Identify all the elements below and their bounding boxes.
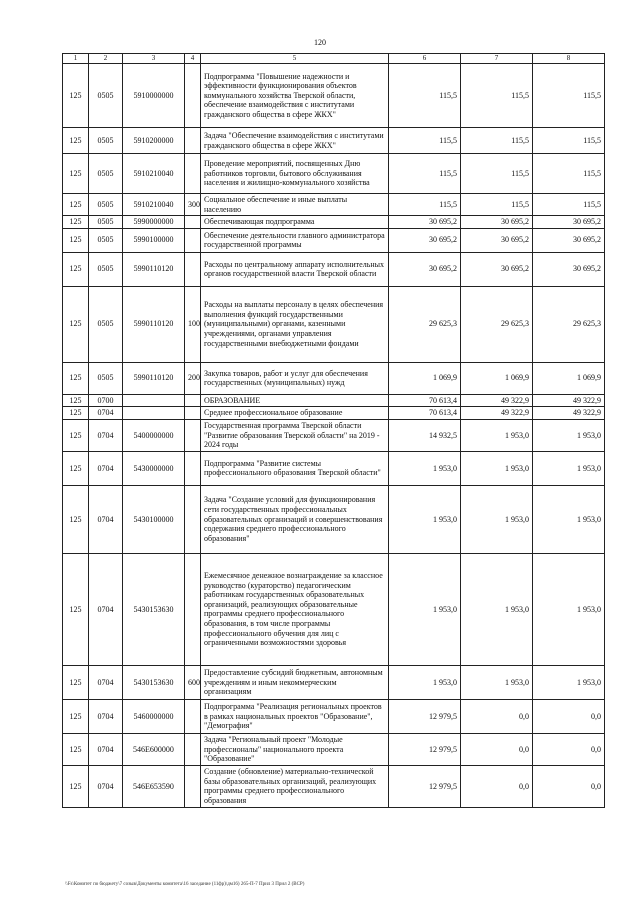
cell-ministry-code: 125 <box>63 485 89 553</box>
table-row <box>63 228 605 252</box>
cell-section-code: 0700 <box>89 394 123 407</box>
cell-amount-col8: 1 953,0 <box>533 485 605 553</box>
header-cell: 4 <box>185 54 201 64</box>
cell-amount-col6: 115,5 <box>389 64 461 128</box>
cell-description: Задача "Создание условий для функционирования сети государственных профессиональных образовательных организаций и совершенствования содержания среднего профессионального образования" <box>201 485 389 553</box>
cell-ministry-code: 125 <box>63 64 89 128</box>
header-cell: 8 <box>533 54 605 64</box>
table-row <box>63 128 605 154</box>
cell-target-article <box>123 394 185 407</box>
cell-amount-col6: 30 695,2 <box>389 216 461 229</box>
cell-expense-type <box>185 252 201 286</box>
cell-amount-col7: 115,5 <box>461 154 533 194</box>
table-row <box>63 286 605 362</box>
cell-amount-col8: 30 695,2 <box>533 228 605 252</box>
cell-expense-type <box>185 407 201 420</box>
cell-amount-col7: 1 953,0 <box>461 553 533 665</box>
cell-target-article: 5910210040 <box>123 194 185 216</box>
cell-target-article: 5990110120 <box>123 286 185 362</box>
cell-amount-col8: 49 322,9 <box>533 407 605 420</box>
cell-ministry-code: 125 <box>63 194 89 216</box>
table-row <box>63 64 605 128</box>
cell-expense-type: 300 <box>185 194 201 216</box>
cell-amount-col6: 115,5 <box>389 154 461 194</box>
cell-amount-col6: 12 979,5 <box>389 733 461 765</box>
cell-amount-col8: 49 322,9 <box>533 394 605 407</box>
cell-amount-col7: 115,5 <box>461 128 533 154</box>
cell-amount-col7: 30 695,2 <box>461 216 533 229</box>
cell-expense-type <box>185 553 201 665</box>
cell-amount-col8: 0,0 <box>533 699 605 733</box>
cell-target-article: 5430000000 <box>123 451 185 485</box>
cell-target-article: 5990000000 <box>123 216 185 229</box>
cell-amount-col6: 30 695,2 <box>389 252 461 286</box>
cell-amount-col6: 29 625,3 <box>389 286 461 362</box>
cell-amount-col7: 0,0 <box>461 765 533 807</box>
cell-section-code: 0704 <box>89 407 123 420</box>
cell-ministry-code: 125 <box>63 699 89 733</box>
table-row <box>63 407 605 420</box>
cell-expense-type <box>185 733 201 765</box>
cell-amount-col7: 1 953,0 <box>461 451 533 485</box>
cell-expense-type <box>185 128 201 154</box>
cell-amount-col7: 1 953,0 <box>461 665 533 699</box>
table-row <box>63 252 605 286</box>
cell-section-code: 0505 <box>89 216 123 229</box>
cell-expense-type: 600 <box>185 665 201 699</box>
cell-amount-col8: 0,0 <box>533 765 605 807</box>
header-cell: 6 <box>389 54 461 64</box>
table-row <box>63 419 605 451</box>
table-row <box>63 553 605 665</box>
cell-amount-col8: 115,5 <box>533 64 605 128</box>
header-cell: 3 <box>123 54 185 64</box>
cell-description: Социальное обеспечение и иные выплаты населению <box>201 194 389 216</box>
cell-target-article: 5400000000 <box>123 419 185 451</box>
cell-amount-col8: 1 953,0 <box>533 553 605 665</box>
cell-target-article: 5990110120 <box>123 252 185 286</box>
cell-amount-col7: 30 695,2 <box>461 252 533 286</box>
cell-ministry-code: 125 <box>63 733 89 765</box>
cell-target-article: 5460000000 <box>123 699 185 733</box>
cell-description: Расходы по центральному аппарату исполнительных органов государственной власти Тверской области <box>201 252 389 286</box>
cell-ministry-code: 125 <box>63 394 89 407</box>
cell-ministry-code: 125 <box>63 252 89 286</box>
cell-description: Обеспечение деятельности главного администратора государственной программы <box>201 228 389 252</box>
table-row <box>63 216 605 229</box>
cell-amount-col8: 1 069,9 <box>533 362 605 394</box>
cell-ministry-code: 125 <box>63 407 89 420</box>
cell-description: Подпрограмма "Повышение надежности и эффективности функционирования объектов коммунального хозяйства Тверской области, обеспечение взаимодействия с институтами гражданского общества в сфере ЖКХ" <box>201 64 389 128</box>
cell-ministry-code: 125 <box>63 553 89 665</box>
cell-section-code: 0505 <box>89 228 123 252</box>
cell-ministry-code: 125 <box>63 451 89 485</box>
cell-amount-col7: 0,0 <box>461 699 533 733</box>
header-cell: 5 <box>201 54 389 64</box>
cell-expense-type <box>185 64 201 128</box>
budget-table <box>62 53 605 808</box>
table-row <box>63 154 605 194</box>
cell-amount-col6: 12 979,5 <box>389 765 461 807</box>
cell-amount-col6: 1 953,0 <box>389 485 461 553</box>
cell-amount-col6: 14 932,5 <box>389 419 461 451</box>
header-cell: 7 <box>461 54 533 64</box>
cell-amount-col6: 70 613,4 <box>389 394 461 407</box>
cell-ministry-code: 125 <box>63 286 89 362</box>
cell-amount-col7: 29 625,3 <box>461 286 533 362</box>
cell-section-code: 0704 <box>89 451 123 485</box>
cell-target-article: 5910210040 <box>123 154 185 194</box>
cell-target-article: 5430153630 <box>123 553 185 665</box>
cell-amount-col6: 1 953,0 <box>389 451 461 485</box>
cell-amount-col7: 115,5 <box>461 64 533 128</box>
cell-section-code: 0505 <box>89 362 123 394</box>
cell-expense-type <box>185 699 201 733</box>
cell-amount-col6: 115,5 <box>389 128 461 154</box>
cell-amount-col7: 30 695,2 <box>461 228 533 252</box>
cell-description: Закупка товаров, работ и услуг для обеспечения государственных (муниципальных) нужд <box>201 362 389 394</box>
header-cell: 2 <box>89 54 123 64</box>
cell-target-article: 546E653590 <box>123 765 185 807</box>
cell-section-code: 0505 <box>89 194 123 216</box>
cell-amount-col7: 49 322,9 <box>461 407 533 420</box>
cell-target-article: 5990100000 <box>123 228 185 252</box>
cell-target-article: 5430153630 <box>123 665 185 699</box>
cell-expense-type <box>185 485 201 553</box>
cell-description: Проведение мероприятий, посвященных Дню работников торговли, бытового обслуживания населения и жилищно-коммунального хозяйства <box>201 154 389 194</box>
cell-description: Государственная программа Тверской области "Развитие образования Тверской области" на 2019 - 2024 годы <box>201 419 389 451</box>
cell-amount-col8: 1 953,0 <box>533 451 605 485</box>
table-row <box>63 394 605 407</box>
cell-amount-col8: 30 695,2 <box>533 252 605 286</box>
cell-description: Задача "Обеспечение взаимодействия с институтами гражданского общества в сфере ЖКХ" <box>201 128 389 154</box>
cell-expense-type <box>185 216 201 229</box>
cell-target-article: 5430100000 <box>123 485 185 553</box>
cell-amount-col6: 70 613,4 <box>389 407 461 420</box>
cell-amount-col8: 1 953,0 <box>533 665 605 699</box>
cell-description: Создание (обновление) материально-технической базы образовательных организаций, реализующих программы среднего профессионального образования <box>201 765 389 807</box>
page-number: 120 <box>314 38 326 47</box>
cell-amount-col7: 49 322,9 <box>461 394 533 407</box>
cell-section-code: 0704 <box>89 665 123 699</box>
cell-expense-type <box>185 154 201 194</box>
cell-amount-col6: 1 069,9 <box>389 362 461 394</box>
cell-description: Задача "Региональный проект "Молодые профессионалы" национального проекта "Образование" <box>201 733 389 765</box>
cell-amount-col7: 1 953,0 <box>461 419 533 451</box>
cell-expense-type <box>185 394 201 407</box>
cell-ministry-code: 125 <box>63 362 89 394</box>
cell-target-article: 546E600000 <box>123 733 185 765</box>
cell-description: Подпрограмма "Реализация региональных проектов в рамках национальных проектов "Образование", "Демография" <box>201 699 389 733</box>
cell-expense-type <box>185 419 201 451</box>
table-header-row <box>63 54 605 64</box>
cell-amount-col8: 1 953,0 <box>533 419 605 451</box>
cell-target-article: 5910200000 <box>123 128 185 154</box>
cell-ministry-code: 125 <box>63 154 89 194</box>
cell-target-article: 5990110120 <box>123 362 185 394</box>
cell-section-code: 0505 <box>89 154 123 194</box>
cell-section-code: 0704 <box>89 699 123 733</box>
table-row <box>63 699 605 733</box>
cell-target-article: 5910000000 <box>123 64 185 128</box>
cell-section-code: 0704 <box>89 553 123 665</box>
cell-description: Среднее профессиональное образование <box>201 407 389 420</box>
table-row <box>63 451 605 485</box>
cell-section-code: 0704 <box>89 765 123 807</box>
footer-file-path: \\Fs\Комитет по бюджету\7 созыв\Документы комитета\16 заседание (11фр)\дм16) 265-П-7 Прил 3 Прил 2 (ВСР) <box>65 882 305 887</box>
cell-ministry-code: 125 <box>63 216 89 229</box>
cell-amount-col8: 29 625,3 <box>533 286 605 362</box>
cell-ministry-code: 125 <box>63 765 89 807</box>
cell-description: ОБРАЗОВАНИЕ <box>201 394 389 407</box>
cell-amount-col8: 115,5 <box>533 194 605 216</box>
cell-description: Подпрограмма "Развитие системы профессионального образования Тверской области" <box>201 451 389 485</box>
cell-amount-col8: 115,5 <box>533 154 605 194</box>
cell-amount-col7: 115,5 <box>461 194 533 216</box>
table-row <box>63 194 605 216</box>
cell-amount-col7: 1 953,0 <box>461 485 533 553</box>
cell-section-code: 0505 <box>89 64 123 128</box>
cell-amount-col6: 115,5 <box>389 194 461 216</box>
cell-section-code: 0505 <box>89 252 123 286</box>
cell-ministry-code: 125 <box>63 228 89 252</box>
cell-section-code: 0704 <box>89 733 123 765</box>
header-cell: 1 <box>63 54 89 64</box>
cell-expense-type <box>185 228 201 252</box>
table-row <box>63 362 605 394</box>
cell-expense-type: 100 <box>185 286 201 362</box>
table-row <box>63 485 605 553</box>
cell-amount-col6: 30 695,2 <box>389 228 461 252</box>
cell-section-code: 0505 <box>89 128 123 154</box>
cell-section-code: 0704 <box>89 419 123 451</box>
cell-amount-col8: 30 695,2 <box>533 216 605 229</box>
cell-amount-col8: 0,0 <box>533 733 605 765</box>
cell-amount-col7: 0,0 <box>461 733 533 765</box>
table-row <box>63 665 605 699</box>
cell-ministry-code: 125 <box>63 419 89 451</box>
cell-amount-col8: 115,5 <box>533 128 605 154</box>
cell-description: Расходы на выплаты персоналу в целях обеспечения выполнения функций государственными (муниципальными) органами, казенными учреждениями, органами управления государственными внебюджетными фондами <box>201 286 389 362</box>
cell-description: Обеспечивающая подпрограмма <box>201 216 389 229</box>
cell-amount-col6: 12 979,5 <box>389 699 461 733</box>
cell-ministry-code: 125 <box>63 128 89 154</box>
cell-target-article <box>123 407 185 420</box>
cell-description: Предоставление субсидий бюджетным, автономным учреждениям и иным некоммерческим организациям <box>201 665 389 699</box>
cell-ministry-code: 125 <box>63 665 89 699</box>
cell-expense-type <box>185 765 201 807</box>
cell-section-code: 0505 <box>89 286 123 362</box>
cell-section-code: 0704 <box>89 485 123 553</box>
table-row <box>63 733 605 765</box>
cell-expense-type <box>185 451 201 485</box>
cell-description: Ежемесячное денежное вознаграждение за классное руководство (кураторство) педагогическим работникам государственных образовательных организаций, реализующих образовательные программы среднего профессионального образования, в том числе программы профессионального обучения для лиц с ограниченными возможностями здоровья <box>201 553 389 665</box>
cell-amount-col7: 1 069,9 <box>461 362 533 394</box>
cell-amount-col6: 1 953,0 <box>389 553 461 665</box>
cell-expense-type: 200 <box>185 362 201 394</box>
cell-amount-col6: 1 953,0 <box>389 665 461 699</box>
table-row <box>63 765 605 807</box>
